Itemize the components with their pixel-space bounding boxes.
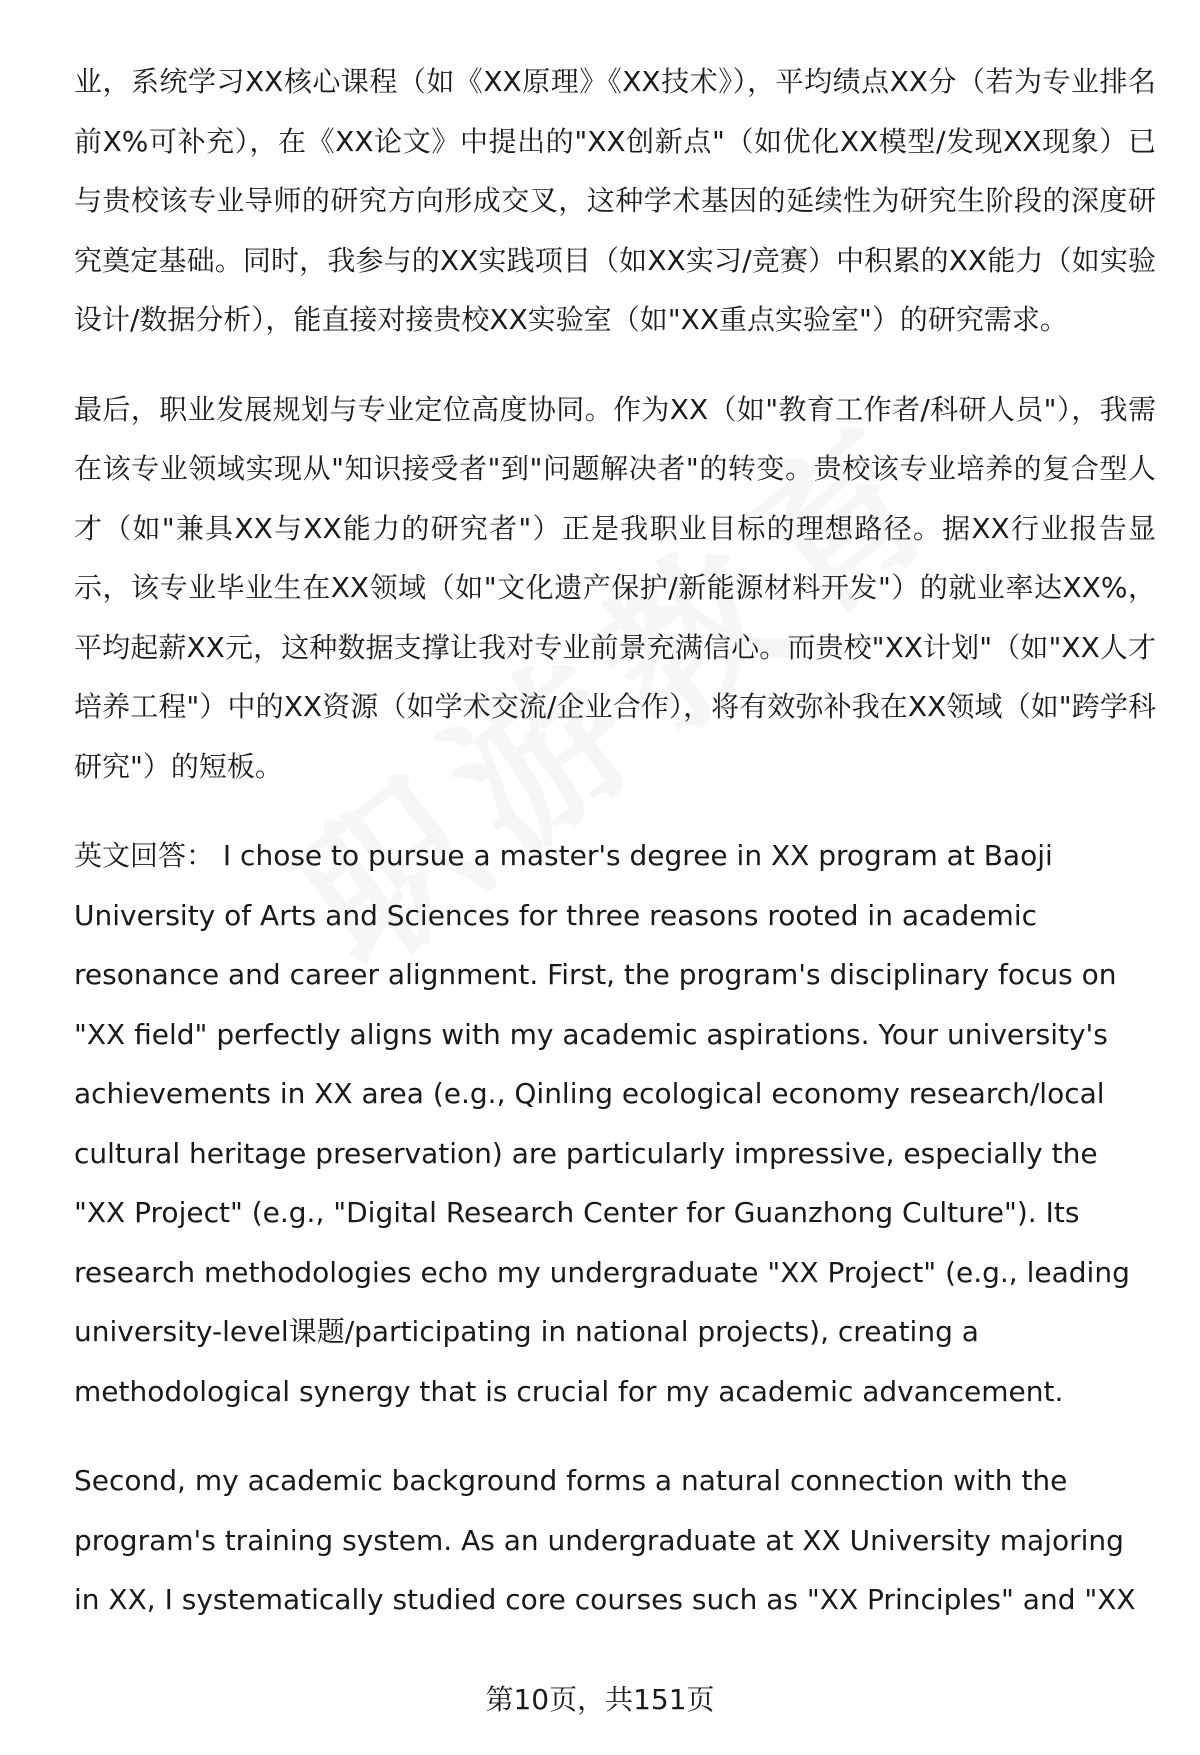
paragraph-4: Second, my academic background forms a natural connection with the program's training system. As an undergraduate at XX University majoring in XX, I systematically studied core courses such as "XX Principles" and "XX bbox=[74, 1464, 1136, 1616]
page-number-footer: 第10页，共151页 bbox=[485, 1683, 715, 1716]
paragraph-1: 业，系统学习XX核心课程（如《XX原理》《XX技术》），平均绩点XX分（若为专业排名前X%可补充），在《XX论文》中提出的"XX创新点"（如优化XX模型/发现XX现象）已与贵校该专业导师的研究方向形成交叉，这种学术基因的延续性为研究生阶段的深度研究奠定基础。同时，我参与的XX实践项目（如XX实习/竞赛）中积累的XX能力（如实验设计/数据分析），能直接对接贵校XX实验室（如"XX重点实验室"）的研究需求。 bbox=[74, 65, 1156, 336]
paragraph-2: 最后，职业发展规划与专业定位高度协同。作为XX（如"教育工作者/科研人员"），我需在该专业领域实现从"知识接受者"到"问题解决者"的转变。贵校该专业培养的复合型人才（如"兼具XX与XX能力的研究者"）正是我职业目标的理想路径。据XX行业报告显示，该专业毕业生在XX领域（如"文化遗产保护/新能源材料开发"）的就业率达XX%，平均起薪XX元，这种数据支撑让我对专业前景充满信心。而贵校"XX计划"（如"XX人才培养工程"）中的XX资源（如学术交流/企业合作），将有效弥补我在XX领域（如"跨学科研究"）的短板。 bbox=[74, 392, 1156, 783]
paragraph-3: 英文回答： I chose to pursue a master's degree in XX program at Baoji University of Arts and Sciences for three reasons rooted in academic resonance and career alignment. First, the program's disciplinary focus on "XX field" perfectly aligns with my academic aspirations. Your university's achievements in XX area (e.g., Qinling ecological economy research/local cultural heritage preservation) are particularly impressive, especially the "XX Project" (e.g., "Digital Research Center for Guanzhong Culture"). Its research methodologies echo my undergraduate "XX Project" (e.g., leading university-level课题/participating in national projects), creating a methodological synergy that is crucial for my academic advancement. bbox=[74, 839, 1130, 1408]
document-body bbox=[74, 52, 1156, 1630]
